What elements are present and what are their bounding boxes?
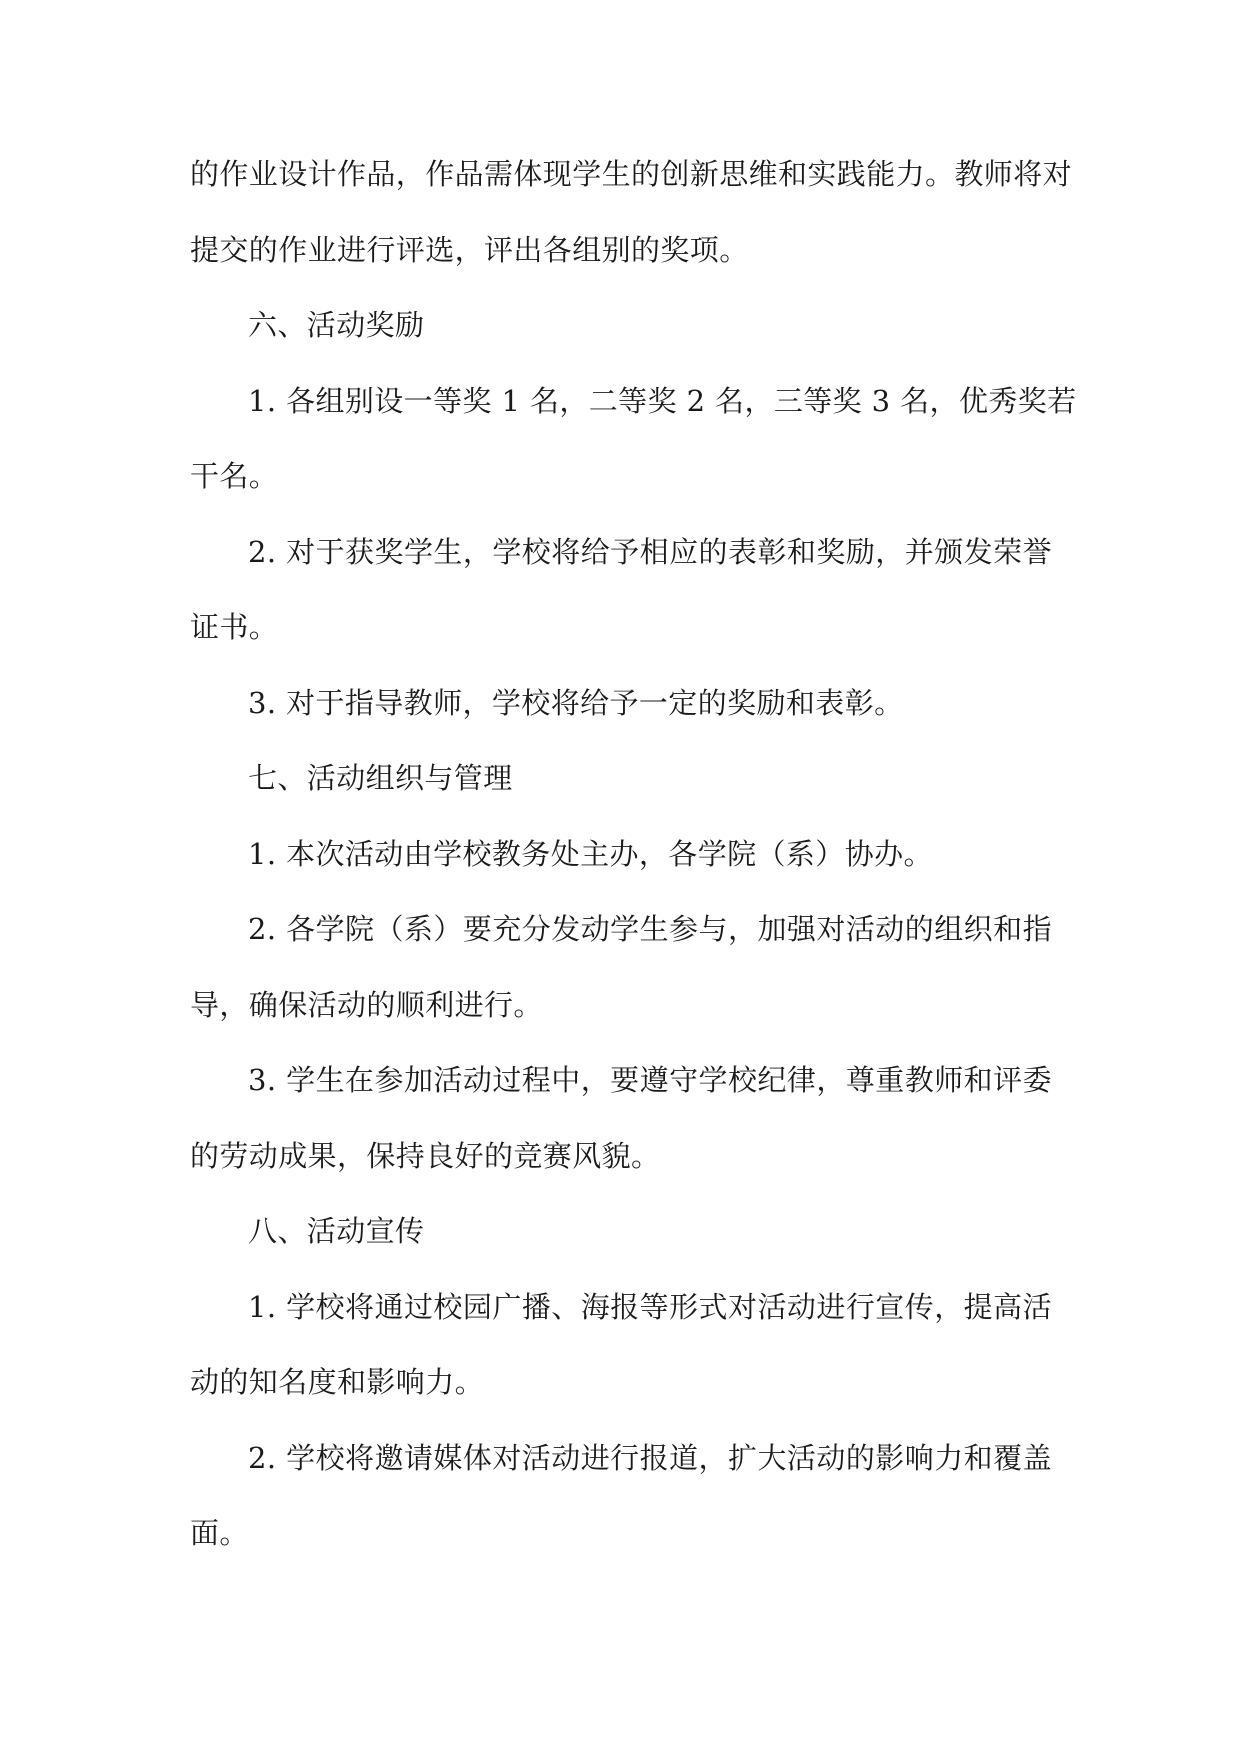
section-heading-8: 八、活动宣传: [248, 1214, 425, 1248]
list-item-7-3: 3. 学生在参加活动过程中，要遵守学校纪律，尊重教师和评委: [248, 1063, 1052, 1097]
paragraph-line-2: 提交的作业进行评选，评出各组别的奖项。: [190, 232, 749, 267]
list-item-8-2-cont: 面。: [190, 1516, 249, 1550]
list-item-6-1: 1. 各组别设一等奖 1 名，二等奖 2 名，三等奖 3 名，优秀奖若: [248, 383, 1077, 418]
list-item-7-1: 1. 本次活动由学校教务处主办，各学院（系）协办。: [248, 836, 933, 871]
list-item-6-2-cont: 证书。: [190, 610, 279, 644]
list-item-7-2-cont: 导，确保活动的顺利进行。: [190, 987, 543, 1022]
list-item-8-2: 2. 学校将邀请媒体对活动进行报道，扩大活动的影响力和覆盖: [248, 1440, 1052, 1475]
list-item-8-1: 1. 学校将通过校园广播、海报等形式对活动进行宣传，提高活: [248, 1289, 1052, 1324]
list-item-8-1-cont: 动的知名度和影响力。: [190, 1365, 485, 1399]
document-body: [190, 142, 1077, 1577]
list-item-7-3-cont: 的劳动成果，保持良好的竞赛风貌。: [190, 1138, 661, 1173]
section-heading-6: 六、活动奖励: [248, 308, 425, 342]
list-item-7-2: 2. 各学院（系）要充分发动学生参与，加强对活动的组织和指: [248, 912, 1052, 946]
paragraph-line-1: 的作业设计作品，作品需体现学生的创新思维和实践能力。教师将对: [190, 157, 1073, 191]
list-item-6-2: 2. 对于获奖学生，学校将给予相应的表彰和奖励，并颁发荣誉: [248, 534, 1052, 569]
list-item-6-3: 3. 对于指导教师，学校将给予一定的奖励和表彰。: [248, 685, 904, 720]
list-item-6-1-cont: 干名。: [190, 459, 279, 493]
section-heading-7: 七、活动组织与管理: [248, 761, 513, 795]
